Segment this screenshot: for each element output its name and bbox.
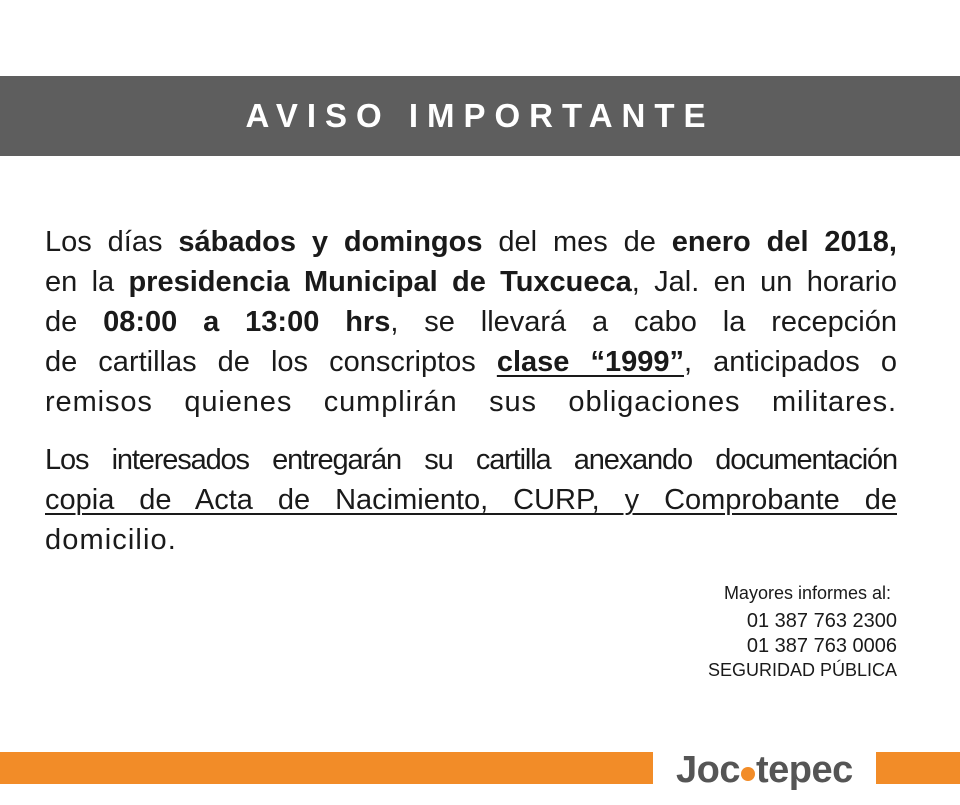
banner-title: AVISO IMPORTANTE xyxy=(245,97,715,134)
contact-label: Mayores informes al: xyxy=(723,583,891,603)
notice-paragraph xyxy=(45,222,897,422)
department-name: SEGURIDAD PÚBLICA xyxy=(707,660,897,680)
notice-line-5: remisos quienes cumplirán sus obligaciones militares. xyxy=(45,386,897,418)
logo-text-end: tepec xyxy=(755,748,853,791)
documents-paragraph xyxy=(45,440,897,560)
notice-line-2: en la presidencia Municipal de Tuxcueca, Jal. en un horario xyxy=(45,266,897,298)
documents-line-1: Los interesados entregarán su cartilla anexando documentación xyxy=(45,444,897,476)
notice-line-4: de cartillas de los conscriptos clase “1999”, anticipados o xyxy=(45,346,897,378)
phone-number-1: 01 387 763 2300 xyxy=(746,610,897,632)
phone-number-2: 01 387 763 0006 xyxy=(746,635,897,657)
documents-line-3: domicilio. xyxy=(45,524,177,556)
contact-info xyxy=(708,582,897,682)
logo-dot-icon xyxy=(741,767,755,781)
header-banner xyxy=(0,76,960,156)
notice-line-1: Los días sábados y domingos del mes de enero del 2018, xyxy=(45,226,897,258)
documents-line-2: copia de Acta de Nacimiento, CURP, y Comprobante de xyxy=(45,484,897,516)
logo-text-start: Joc xyxy=(676,748,740,791)
footer-bar-left xyxy=(0,752,653,784)
notice-line-3: de 08:00 a 13:00 hrs, se llevará a cabo la recepción xyxy=(45,306,897,338)
footer-bar-right xyxy=(876,752,960,784)
jocotepec-logo xyxy=(676,748,853,792)
